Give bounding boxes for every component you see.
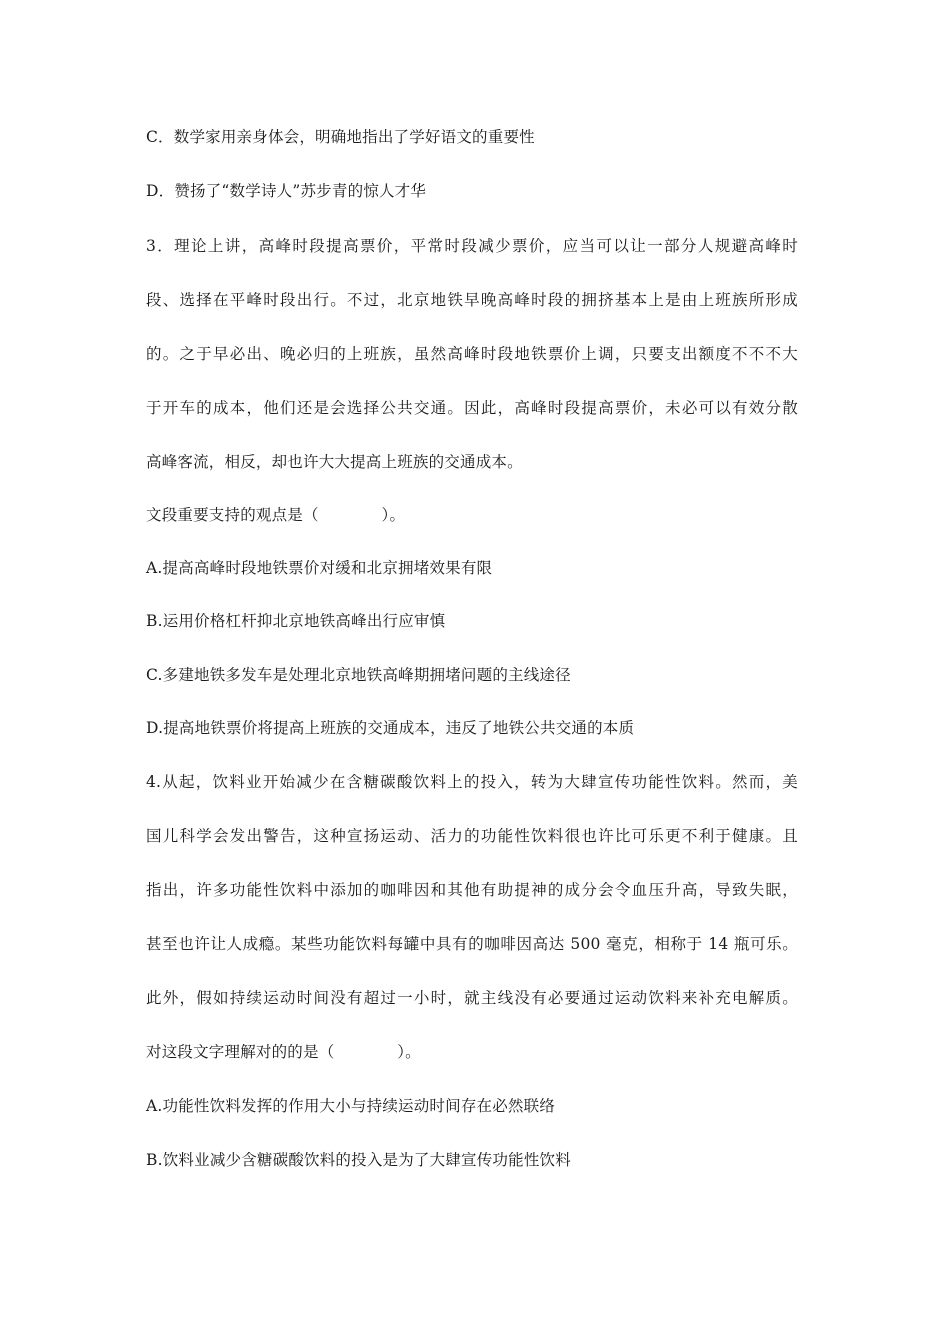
q3-passage-line: 于开车的成本，他们还是会选择公共交通。因此，高峰时段提高票价，未必可以有效分散: [146, 399, 798, 417]
q4-option-a: A.功能性饮料发挥的作用大小与持续运动时间存在必然联络: [146, 1097, 556, 1115]
q4-passage-line: 甚至也许让人成瘾。某些功能饮料每罐中具有的咖啡因高达 500 毫克，相称于 14 瓶可乐。: [146, 935, 798, 953]
q2-option-c: C．数学家用亲身体会，明确地指出了学好语文的重要性: [146, 128, 535, 146]
q2-option-d: D．赞扬了“数学诗人”苏步青的惊人才华: [146, 182, 427, 200]
q4-passage-line: 4.从起，饮料业开始减少在含糖碳酸饮料上的投入，转为大肆宣传功能性饮料。然而，美: [146, 773, 798, 791]
q4-question: 对这段文字理解对的的是（ ）。: [146, 1043, 421, 1061]
q4-passage-line: 指出，许多功能性饮料中添加的咖啡因和其他有助提神的成分会令血压升高，导致失眠，: [146, 881, 798, 899]
q4-passage-line: 国儿科学会发出警告，这种宣扬运动、活力的功能性饮料很也许比可乐更不利于健康。且: [146, 827, 798, 845]
q3-option-c: C.多建地铁多发车是处理北京地铁高峰期拥堵问题的主线途径: [146, 666, 571, 684]
q3-option-d: D.提高地铁票价将提高上班族的交通成本，违反了地铁公共交通的本质: [146, 719, 635, 737]
q3-passage-line: 的。之于早必出、晚必归的上班族，虽然高峰时段地铁票价上调，只要支出额度不不不大: [146, 345, 798, 363]
q4-passage-line: 此外，假如持续运动时间没有超过一小时，就主线没有必要通过运动饮料来补充电解质。: [146, 989, 798, 1007]
q3-passage-line: 高峰客流，相反，却也许大大提高上班族的交通成本。: [146, 453, 523, 471]
q3-passage-line: 3．理论上讲，高峰时段提高票价，平常时段减少票价，应当可以让一部分人规避高峰时: [146, 237, 798, 255]
q4-option-b: B.饮料业减少含糖碳酸饮料的投入是为了大肆宣传功能性饮料: [146, 1151, 571, 1169]
q3-option-b: B.运用价格杠杆抑北京地铁高峰出行应审慎: [146, 612, 446, 630]
q3-passage-line: 段、选择在平峰时段出行。不过，北京地铁早晚高峰时段的拥挤基本上是由上班族所形成: [146, 291, 798, 309]
q3-question: 文段重要支持的观点是（ ）。: [146, 506, 406, 524]
q3-option-a: A.提高高峰时段地铁票价对缓和北京拥堵效果有限: [146, 559, 493, 577]
